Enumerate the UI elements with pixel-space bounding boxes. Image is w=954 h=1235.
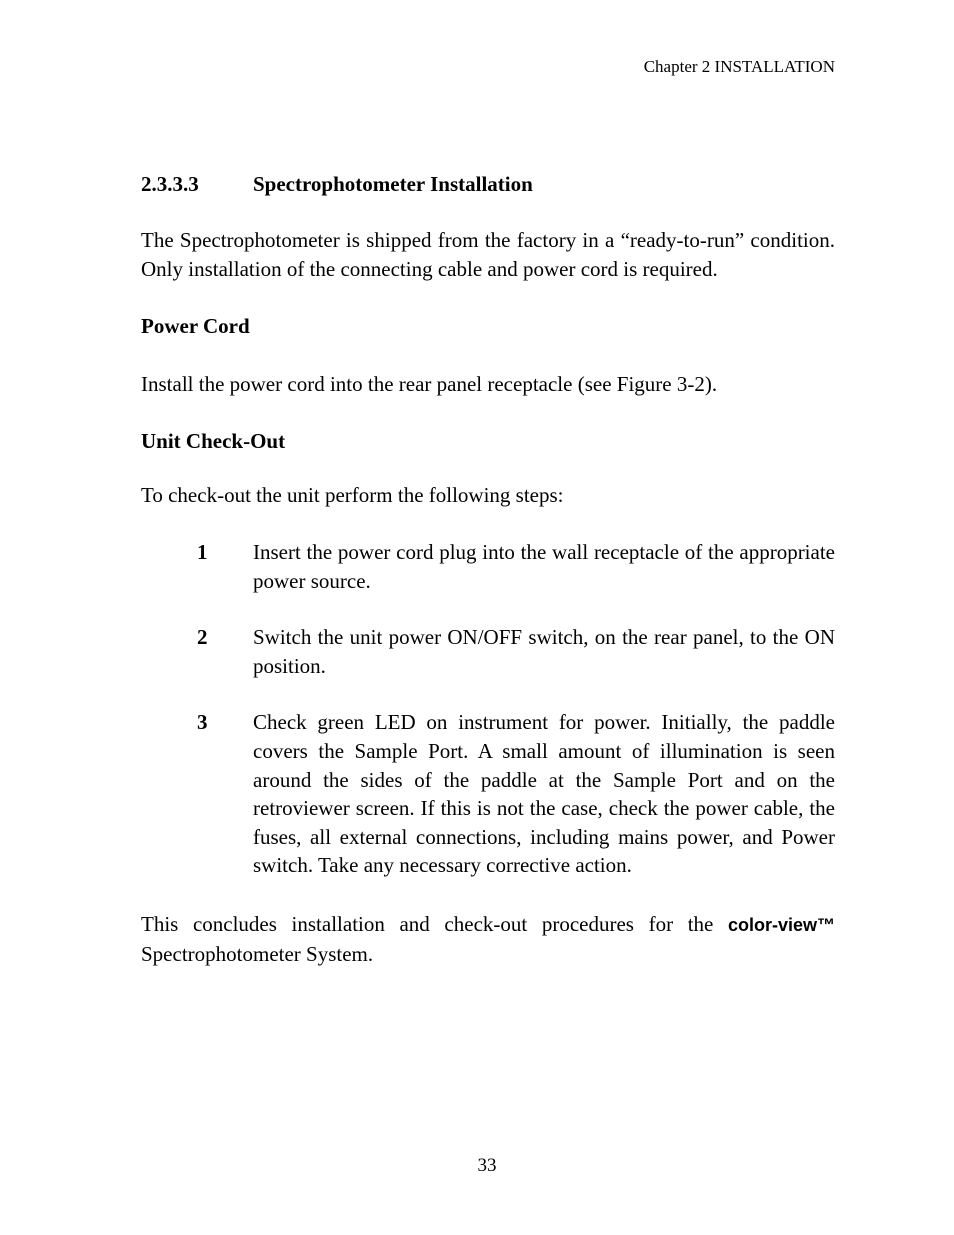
step-number: 3 xyxy=(197,710,208,735)
step-number: 2 xyxy=(197,625,208,650)
checkout-step xyxy=(197,708,835,880)
step-text: Switch the unit power ON/OFF switch, on the rear panel, to the ON position. xyxy=(253,625,835,678)
conclusion-paragraph xyxy=(141,910,835,969)
checkout-step xyxy=(197,538,835,595)
page-number: 33 xyxy=(477,1155,497,1176)
section-heading xyxy=(141,170,835,198)
checkout-step xyxy=(197,623,835,680)
section-intro-paragraph: The Spectrophotometer is shipped from the factory in a “ready-to-run” condition. Only installation of the connecting cable and power cord is required. xyxy=(141,228,835,281)
step-text: Insert the power cord plug into the wall receptacle of the appropriate power source. xyxy=(253,540,835,593)
section-title: Spectrophotometer Installation xyxy=(253,172,533,196)
page-content xyxy=(141,170,835,969)
running-header: Chapter 2 INSTALLATION xyxy=(643,57,835,76)
product-brand-name: color-view™ xyxy=(727,914,835,935)
power-cord-paragraph: Install the power cord into the rear panel receptacle (see Figure 3-2). xyxy=(141,372,718,396)
power-cord-heading: Power Cord xyxy=(141,314,250,338)
section-number: 2.3.3.3 xyxy=(141,172,199,196)
step-number: 1 xyxy=(197,540,208,564)
unit-checkout-intro: To check-out the unit perform the following steps: xyxy=(141,483,564,507)
conclusion-text-before: This concludes installation and check-out procedures for the xyxy=(141,911,728,936)
step-text: Check green LED on instrument for power. Initially, the paddle covers the Sample Port. A small amount of illumination is seen around the sides of the paddle at the Sample Port and on the retroviewer screen. If this is not the case, check the power cable, the fuses, all external connections, including mains power, and Power switch. Take any necessary corrective action. xyxy=(253,710,835,878)
unit-checkout-heading: Unit Check-Out xyxy=(141,429,286,453)
conclusion-text-after: Spectrophotometer System. xyxy=(141,941,374,966)
